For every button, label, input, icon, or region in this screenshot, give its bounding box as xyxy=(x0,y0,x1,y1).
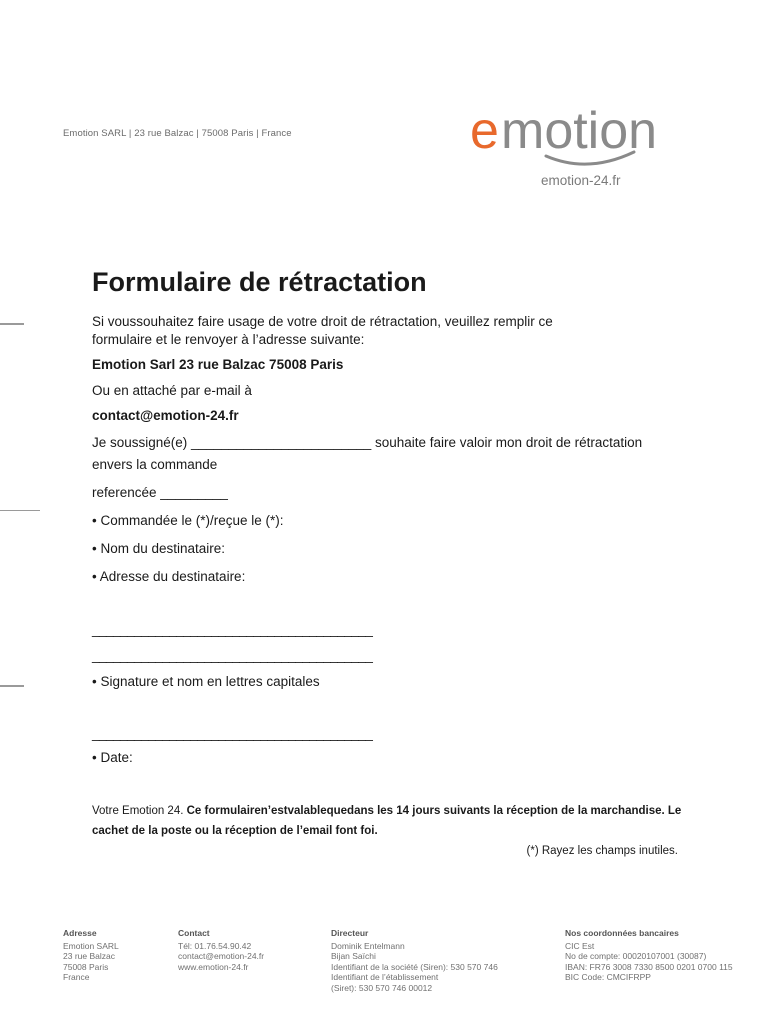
footer-bank xyxy=(565,928,733,983)
logo-url: emotion-24.fr xyxy=(541,173,621,188)
logo-graphic xyxy=(468,100,700,190)
footer-line: BIC Code: CMCIFRPP xyxy=(565,972,651,982)
footer-line: 23 rue Balzac xyxy=(63,951,115,961)
footer-line: Dominik Entelmann xyxy=(331,940,405,951)
fold-mark xyxy=(0,510,40,511)
footer-director xyxy=(331,928,498,993)
recipient-name-field: • Nom du destinataire: xyxy=(92,541,226,556)
footer-phone: Tél: 01.76.54.90.42 xyxy=(178,940,252,951)
footer-line: No de compte: 00020107001 (30087) xyxy=(565,951,707,961)
date-field: • Date: xyxy=(92,750,133,765)
footer-heading: Directeur xyxy=(331,928,369,938)
logo-letter-e: e xyxy=(470,102,499,160)
footer-heading: Contact xyxy=(178,928,210,938)
ordered-received-field: • Commandée le (*)/reçue le (*): xyxy=(92,513,284,528)
blank-line: ________________________________________ xyxy=(92,648,373,663)
footer-line: IBAN: FR76 3008 7330 8500 0201 0700 115 xyxy=(565,961,733,972)
closing-bold-text: Ce formulairen’estvalablequedans les 14 jours suivants la réception de la marchandise. Le cachet de la poste ou la réception de l’email font foi. xyxy=(92,805,682,837)
footnote: (*) Rayez les champs inutiles. xyxy=(526,845,678,857)
intro-text: formulaire et le renvoyer à l’adresse suivante: xyxy=(92,332,365,347)
emotion-logo xyxy=(468,100,700,190)
footer-line: CIC Est xyxy=(565,940,595,951)
footer-heading: Nos coordonnées bancaires xyxy=(565,928,679,938)
footer-line: Emotion SARL xyxy=(63,940,119,951)
undersigned-field-cont: envers la commande xyxy=(92,457,218,472)
undersigned-field: Je soussigné(e) ________________________ souhaite faire valoir mon droit de rétractation xyxy=(92,435,643,450)
footer-line: France xyxy=(63,972,90,982)
contact-email: contact@emotion-24.fr xyxy=(92,408,239,423)
footer-line: Bijan Saïchi xyxy=(331,951,376,961)
footer-line: 75008 Paris xyxy=(63,961,109,972)
closing-normal-text: Votre Emotion 24. xyxy=(92,805,187,817)
signature-field: • Signature et nom en lettres capitales xyxy=(92,674,320,689)
footer-heading: Adresse xyxy=(63,928,97,938)
intro-text: Si voussouhaitez faire usage de votre droit de rétractation, veuillez remplir ce xyxy=(92,314,553,329)
blank-line: ________________________________________ xyxy=(92,726,373,741)
reference-field: referencée _________ xyxy=(92,485,228,500)
fold-mark xyxy=(0,323,24,325)
email-intro: Ou en attaché par e-mail à xyxy=(92,383,252,398)
footer-address xyxy=(63,928,119,983)
footer-line: (Siret): 530 570 746 00012 xyxy=(331,982,433,993)
fold-mark xyxy=(0,685,24,687)
footer-line: Identifiant de l’établissement xyxy=(331,972,439,982)
blank-line: ________________________________________ xyxy=(92,622,373,637)
recipient-address-field: • Adresse du destinataire: xyxy=(92,569,246,584)
footer-email: contact@emotion-24.fr xyxy=(178,951,265,961)
footer-website: www.emotion-24.fr xyxy=(178,961,249,972)
closing-statement xyxy=(92,801,692,841)
footer-line: Identifiant de la société (Siren): 530 570 746 xyxy=(331,961,498,972)
footer-contact xyxy=(178,928,264,972)
logo-word-motion: motion xyxy=(501,102,658,160)
return-address: Emotion Sarl 23 rue Balzac 75008 Paris xyxy=(92,357,344,372)
header-address: Emotion SARL | 23 rue Balzac | 75008 Paris | France xyxy=(63,128,292,139)
page-title: Formulaire de rétractation xyxy=(92,267,427,297)
